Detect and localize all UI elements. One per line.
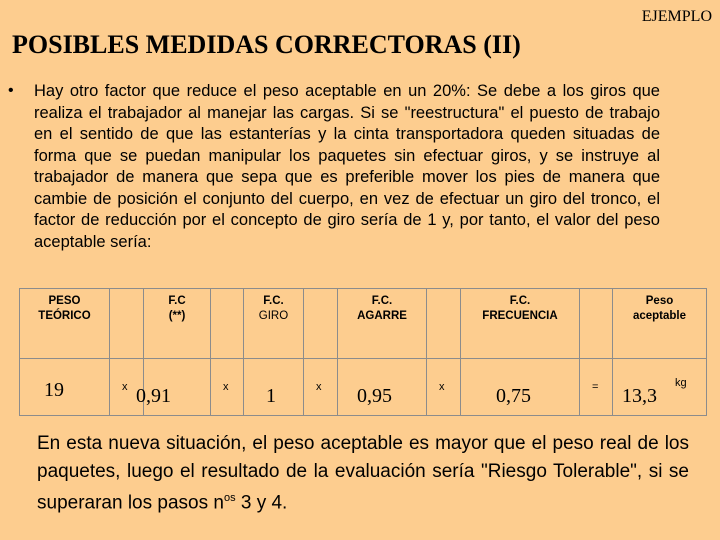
operator-times-text: x bbox=[122, 381, 128, 393]
table-header-row bbox=[20, 289, 707, 359]
calculation-table bbox=[19, 288, 707, 416]
conclusion-paragraph bbox=[37, 430, 689, 517]
header-agarre-line2: AGARRE bbox=[357, 310, 407, 322]
value-fc-giro bbox=[244, 359, 304, 416]
header-spacer bbox=[211, 289, 244, 359]
header-fc-line2: (**) bbox=[168, 310, 186, 322]
header-peso-line2: TEÓRICO bbox=[38, 310, 91, 322]
value-peso-aceptable bbox=[613, 359, 707, 416]
operator-times-text: x bbox=[439, 381, 445, 393]
conclusion-superscript: os bbox=[223, 492, 236, 504]
body-paragraph: Hay otro factor que reduce el peso aceptable en un 20%: Se debe a los giros que realiza el trabajador al manejar las cargas. Si se "reestructura" el puesto de trabajo en el sentido de que las estanterías y la cinta transportadora queden situadas de forma que se puedan manipular los paquetes sin efectuar giros, y se instruye al trabajador de manera que sepa que es preferible mover los pies de manera que cambie de posición el conjunto del cuerpo, en vez de efectuar un giro del tronco, el factor de reducción por el concepto de giro sería de 1 y, por tanto, el valor del peso aceptable sería: bbox=[34, 82, 660, 251]
header-fc-line1: F.C bbox=[168, 295, 186, 307]
value-result-text: 13,3 bbox=[622, 385, 657, 407]
operator-times bbox=[304, 359, 338, 416]
value-frecuencia-text: 0,75 bbox=[496, 385, 531, 407]
value-peso-teorico bbox=[20, 359, 110, 416]
header-fc bbox=[144, 289, 211, 359]
operator-equals bbox=[580, 359, 613, 416]
conclusion-text: En esta nueva situación, el peso aceptable es mayor que el peso real de los paquetes, luego el resultado de la evaluación sería "Riesgo Tolerable", si se superaran los pasos n bbox=[37, 433, 689, 514]
value-fc-agarre bbox=[338, 359, 427, 416]
value-fc bbox=[136, 359, 211, 416]
header-giro-line2: GIRO bbox=[258, 310, 289, 322]
operator-times bbox=[427, 359, 461, 416]
header-spacer bbox=[304, 289, 338, 359]
header-peso-line1: PESO bbox=[48, 295, 81, 307]
value-peso-text: 19 bbox=[44, 379, 64, 401]
operator-equals-text: = bbox=[592, 381, 599, 393]
header-result-line2: aceptable bbox=[632, 310, 687, 322]
header-peso-aceptable bbox=[613, 289, 707, 359]
header-spacer bbox=[427, 289, 461, 359]
header-spacer bbox=[110, 289, 144, 359]
header-frec-line1: F.C. bbox=[509, 295, 531, 307]
header-giro-line1: F.C. bbox=[263, 295, 284, 307]
slide-title: POSIBLES MEDIDAS CORRECTORAS (II) bbox=[12, 30, 521, 59]
value-fc-frecuencia bbox=[461, 359, 580, 416]
header-spacer bbox=[580, 289, 613, 359]
table-value-row bbox=[20, 359, 707, 416]
conclusion-text-end: 3 y 4. bbox=[235, 492, 288, 514]
header-fc-giro bbox=[244, 289, 304, 359]
value-unit: kg bbox=[675, 377, 687, 389]
example-tag: EJEMPLO bbox=[641, 8, 712, 25]
operator-times-text: x bbox=[223, 381, 229, 393]
value-fc-text: 0,91 bbox=[136, 385, 171, 407]
header-frec-line2: FRECUENCIA bbox=[482, 310, 558, 322]
header-agarre-line1: F.C. bbox=[371, 295, 393, 307]
value-agarre-text: 0,95 bbox=[357, 385, 392, 407]
bullet-marker: • bbox=[8, 82, 14, 99]
value-giro-text: 1 bbox=[266, 385, 276, 407]
header-result-line1: Peso bbox=[645, 295, 674, 307]
header-fc-agarre bbox=[338, 289, 427, 359]
header-fc-frecuencia bbox=[461, 289, 580, 359]
operator-times-text: x bbox=[316, 381, 322, 393]
operator-times bbox=[211, 359, 244, 416]
header-peso-teorico bbox=[20, 289, 110, 359]
